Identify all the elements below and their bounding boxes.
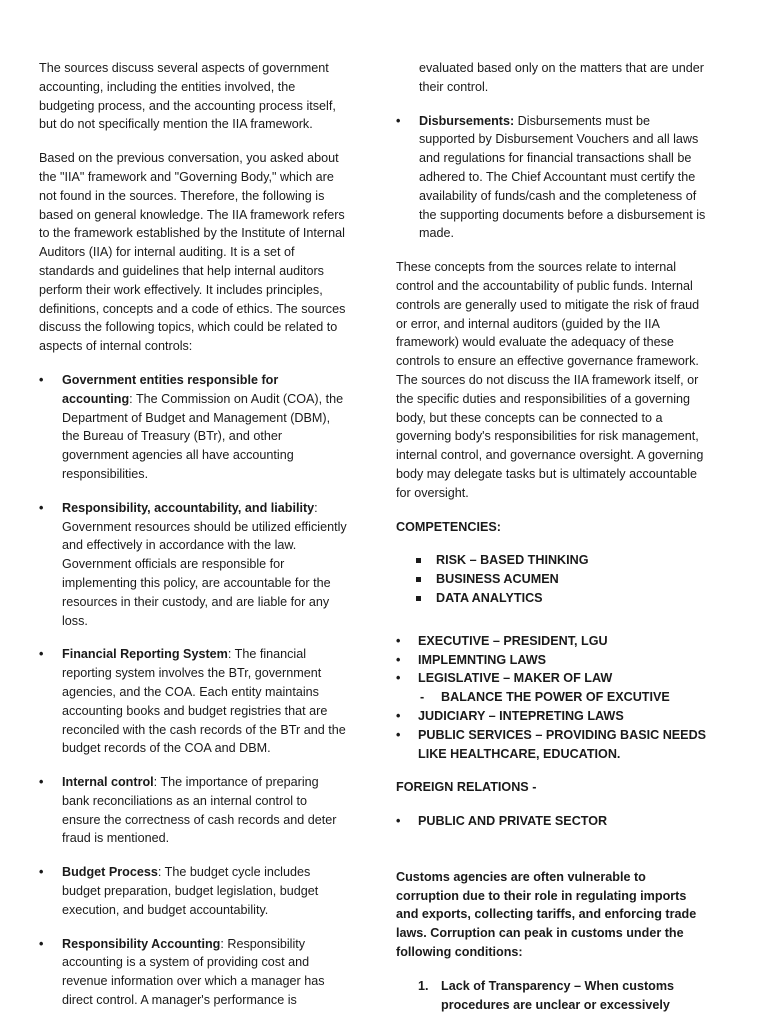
sub-list-item: - BALANCE THE POWER OF EXCUTIVE: [396, 688, 708, 707]
list-item: • Responsibility, accountability, and liability: Government resources should be utilized efficiently and effectively in accordance with the law. Government officials are responsible for implementing this policy, are accountable for the resources in their custody, and are liable for any loss.: [39, 499, 347, 631]
list-item-continuation: evaluated based only on the matters that are under their control.: [419, 61, 704, 94]
customs-paragraph: Customs agencies are often vulnerable to corruption due to their role in regulating imports and exports, collecting tariffs, and enforcing trade laws. Corruption can peak in customs under the following conditions:: [396, 869, 697, 960]
list-item: • PUBLIC SERVICES – PROVIDING BASIC NEEDS LIKE HEALTHCARE, EDUCATION.: [396, 726, 708, 764]
list-item: • Financial Reporting System: The financial reporting system involves the BTr, government agencies, and the COA. Each entity maintains accounting books and budget registries that are reconciled with the cash records of the BTr and the budget records of the COA and DBM.: [39, 645, 347, 758]
intro-paragraph: The sources discuss several aspects of government accounting, including the entities involved, the budgeting process, and the accounting process itself, but do not specifically mention the IIA framework.: [39, 61, 336, 132]
iia-paragraph: Based on the previous conversation, you asked about the "IIA" framework and "Governing Body," which are not found in the sources. Therefore, the following is based on general knowledge. The IIA framework refers to the framework established by the Institute of Internal Auditors (IIA) for internal auditing. It is a set of standards and guidelines that help internal auditors perform their work effectively. It includes principles, definitions, concepts and a code of ethics. The sources discuss the following topics, which could be related to aspects of internal controls:: [39, 151, 346, 354]
list-item: • Responsibility Accounting: Responsibility accounting is a system of providing cost and revenue information over which a manager has direct control. A manager's performance is: [39, 935, 347, 1010]
conditions-list: [396, 977, 708, 1015]
internal-control-paragraph: These concepts from the sources relate to internal control and the accountability of public funds. Internal controls are generally used to mitigate the risk of fraud or error, and internal auditors (guided by the IIA framework) would evaluate the adequacy of these controls to ensure an effective governance framework. The sources do not discuss the IIA framework itself, or the specific duties and responsibilities of a governing body, but these concepts can be connected to a governing body's responsibilities for risk management, internal control, and governance oversight. A governing body may delegate tasks but is ultimately accountable for oversight.: [396, 260, 704, 500]
list-item: • Disbursements: Disbursements must be supported by Disbursement Vouchers and all laws and regulations for financial transactions shall be adhered to. The Chief Accountant must certify the availability of funds/cash and the completeness of the supporting documents before a disbursement is made.: [396, 112, 708, 244]
list-item: 1. Lack of Transparency – When customs procedures are unclear or excessively: [418, 978, 675, 1012]
foreign-relations-list: [396, 812, 708, 831]
list-item: • Government entities responsible for accounting: The Commission on Audit (COA), the Department of Budget and Management (DBM), the Bureau of Treasury (BTr), and other government agencies all have accounting responsibilities.: [39, 371, 347, 484]
list-item: • PUBLIC AND PRIVATE SECTOR: [396, 812, 708, 831]
topics-list-continued: [396, 59, 708, 243]
list-item: • IMPLEMNTING LAWS: [396, 651, 708, 670]
branches-list: [396, 632, 708, 764]
spacer: [396, 846, 708, 868]
competencies-heading: COMPETENCIES:: [396, 519, 501, 534]
list-item: • EXECUTIVE – PRESIDENT, LGU: [396, 632, 708, 651]
list-item: • Internal control: The importance of preparing bank reconciliations as an internal control to ensure the correctness of cash records and deter fraud is mentioned.: [39, 773, 347, 848]
list-item: RISK – BASED THINKING: [413, 551, 708, 570]
topics-list: [39, 371, 347, 1010]
left-column: [39, 59, 347, 1025]
list-item: • LEGISLATIVE – MAKER OF LAW: [396, 669, 708, 688]
list-item: BUSINESS ACUMEN: [413, 570, 708, 589]
competencies-list: [396, 551, 708, 607]
list-item: • Budget Process: The budget cycle includes budget preparation, budget legislation, budget execution, and budget accountability.: [39, 863, 347, 919]
list-item: DATA ANALYTICS: [413, 589, 708, 608]
list-item: • JUDICIARY – INTEPRETING LAWS: [396, 707, 708, 726]
right-column: [396, 59, 708, 1014]
foreign-relations-heading: FOREIGN RELATIONS -: [396, 780, 537, 795]
